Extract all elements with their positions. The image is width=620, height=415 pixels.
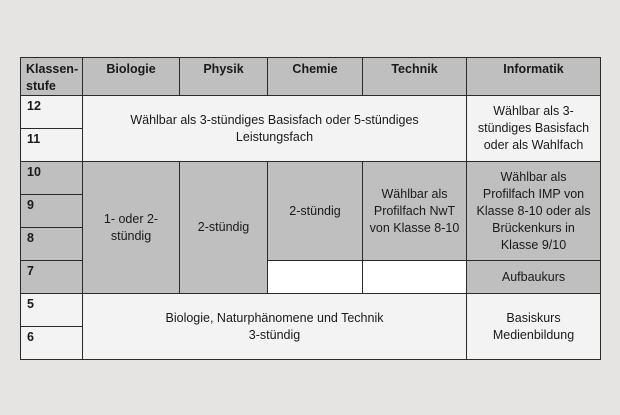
header-biologie: Biologie xyxy=(83,58,180,96)
header-informatik: Informatik xyxy=(467,58,601,96)
informatik-unterstufe-cell xyxy=(467,294,601,360)
chemie-mittelstufe-cell: 2-stündig xyxy=(268,162,363,261)
informatik-mittelstufe-line5: Klasse 9/10 xyxy=(500,237,567,252)
informatik-mittelstufe-line3: Klasse 8-10 oder als xyxy=(476,203,591,218)
informatik-mittelstufe-line4: Brückenkurs in xyxy=(492,220,575,235)
oberstufe-naturwiss-cell xyxy=(83,96,467,162)
grade-label: 7 xyxy=(21,261,83,294)
technik-mittelstufe-line1: Wählbar als xyxy=(381,186,448,201)
biologie-mittelstufe-line2: stündig xyxy=(110,228,152,243)
grade-label: 9 xyxy=(21,195,83,228)
row-grade-10 xyxy=(21,162,601,195)
oberstufe-informatik-line1: Wählbar als 3- xyxy=(493,104,574,118)
header-technik: Technik xyxy=(363,58,467,96)
chemie-grade-7-empty-cell xyxy=(268,261,363,294)
unterstufe-naturwiss-cell xyxy=(83,294,467,360)
grade-label: 10 xyxy=(21,162,83,195)
oberstufe-informatik-line3: oder als Wahlfach xyxy=(483,138,584,152)
header-klassenstufe xyxy=(21,58,83,96)
informatik-mittelstufe-cell xyxy=(467,162,601,261)
informatik-unterstufe-line2: Medienbildung xyxy=(492,327,575,342)
oberstufe-informatik-line2: stündiges Basisfach xyxy=(477,121,590,135)
header-klassenstufe-line2: stufe xyxy=(26,79,56,93)
informatik-unterstufe-line1: Basiskurs xyxy=(506,310,561,325)
informatik-mittelstufe-line1: Wählbar als xyxy=(500,169,567,184)
technik-mittelstufe-line2: Profilfach NwT xyxy=(373,203,456,218)
unterstufe-naturwiss-line2: 3-stündig xyxy=(248,327,301,342)
header-row xyxy=(21,58,601,96)
grade-label: 11 xyxy=(21,129,83,162)
informatik-aufbaukurs-cell: Aufbaukurs xyxy=(467,261,601,294)
curriculum-table xyxy=(20,57,601,360)
header-chemie: Chemie xyxy=(268,58,363,96)
grade-label: 6 xyxy=(21,327,83,360)
biologie-mittelstufe-line1: 1- oder 2- xyxy=(103,211,159,226)
curriculum-table-container xyxy=(20,57,600,360)
row-grade-5 xyxy=(21,294,601,327)
technik-mittelstufe-cell xyxy=(363,162,467,261)
grade-label: 8 xyxy=(21,228,83,261)
biologie-mittelstufe-cell xyxy=(83,162,180,294)
technik-mittelstufe-line3: von Klasse 8-10 xyxy=(369,220,460,235)
technik-grade-7-empty-cell xyxy=(363,261,467,294)
grade-label: 5 xyxy=(21,294,83,327)
grade-label: 12 xyxy=(21,96,83,129)
header-physik: Physik xyxy=(180,58,268,96)
oberstufe-naturwiss-line1: Wählbar als 3-stündiges Basisfach oder 5-stündiges xyxy=(130,112,419,127)
row-grade-12 xyxy=(21,96,601,129)
oberstufe-naturwiss-line2: Leistungsfach xyxy=(235,129,314,144)
unterstufe-naturwiss-line1: Biologie, Naturphänomene und Technik xyxy=(165,310,384,325)
oberstufe-informatik-cell xyxy=(467,96,601,162)
physik-mittelstufe-cell: 2-stündig xyxy=(180,162,268,294)
header-klassenstufe-line1: Klassen- xyxy=(26,62,79,76)
informatik-mittelstufe-line2: Profilfach IMP von xyxy=(482,186,585,201)
